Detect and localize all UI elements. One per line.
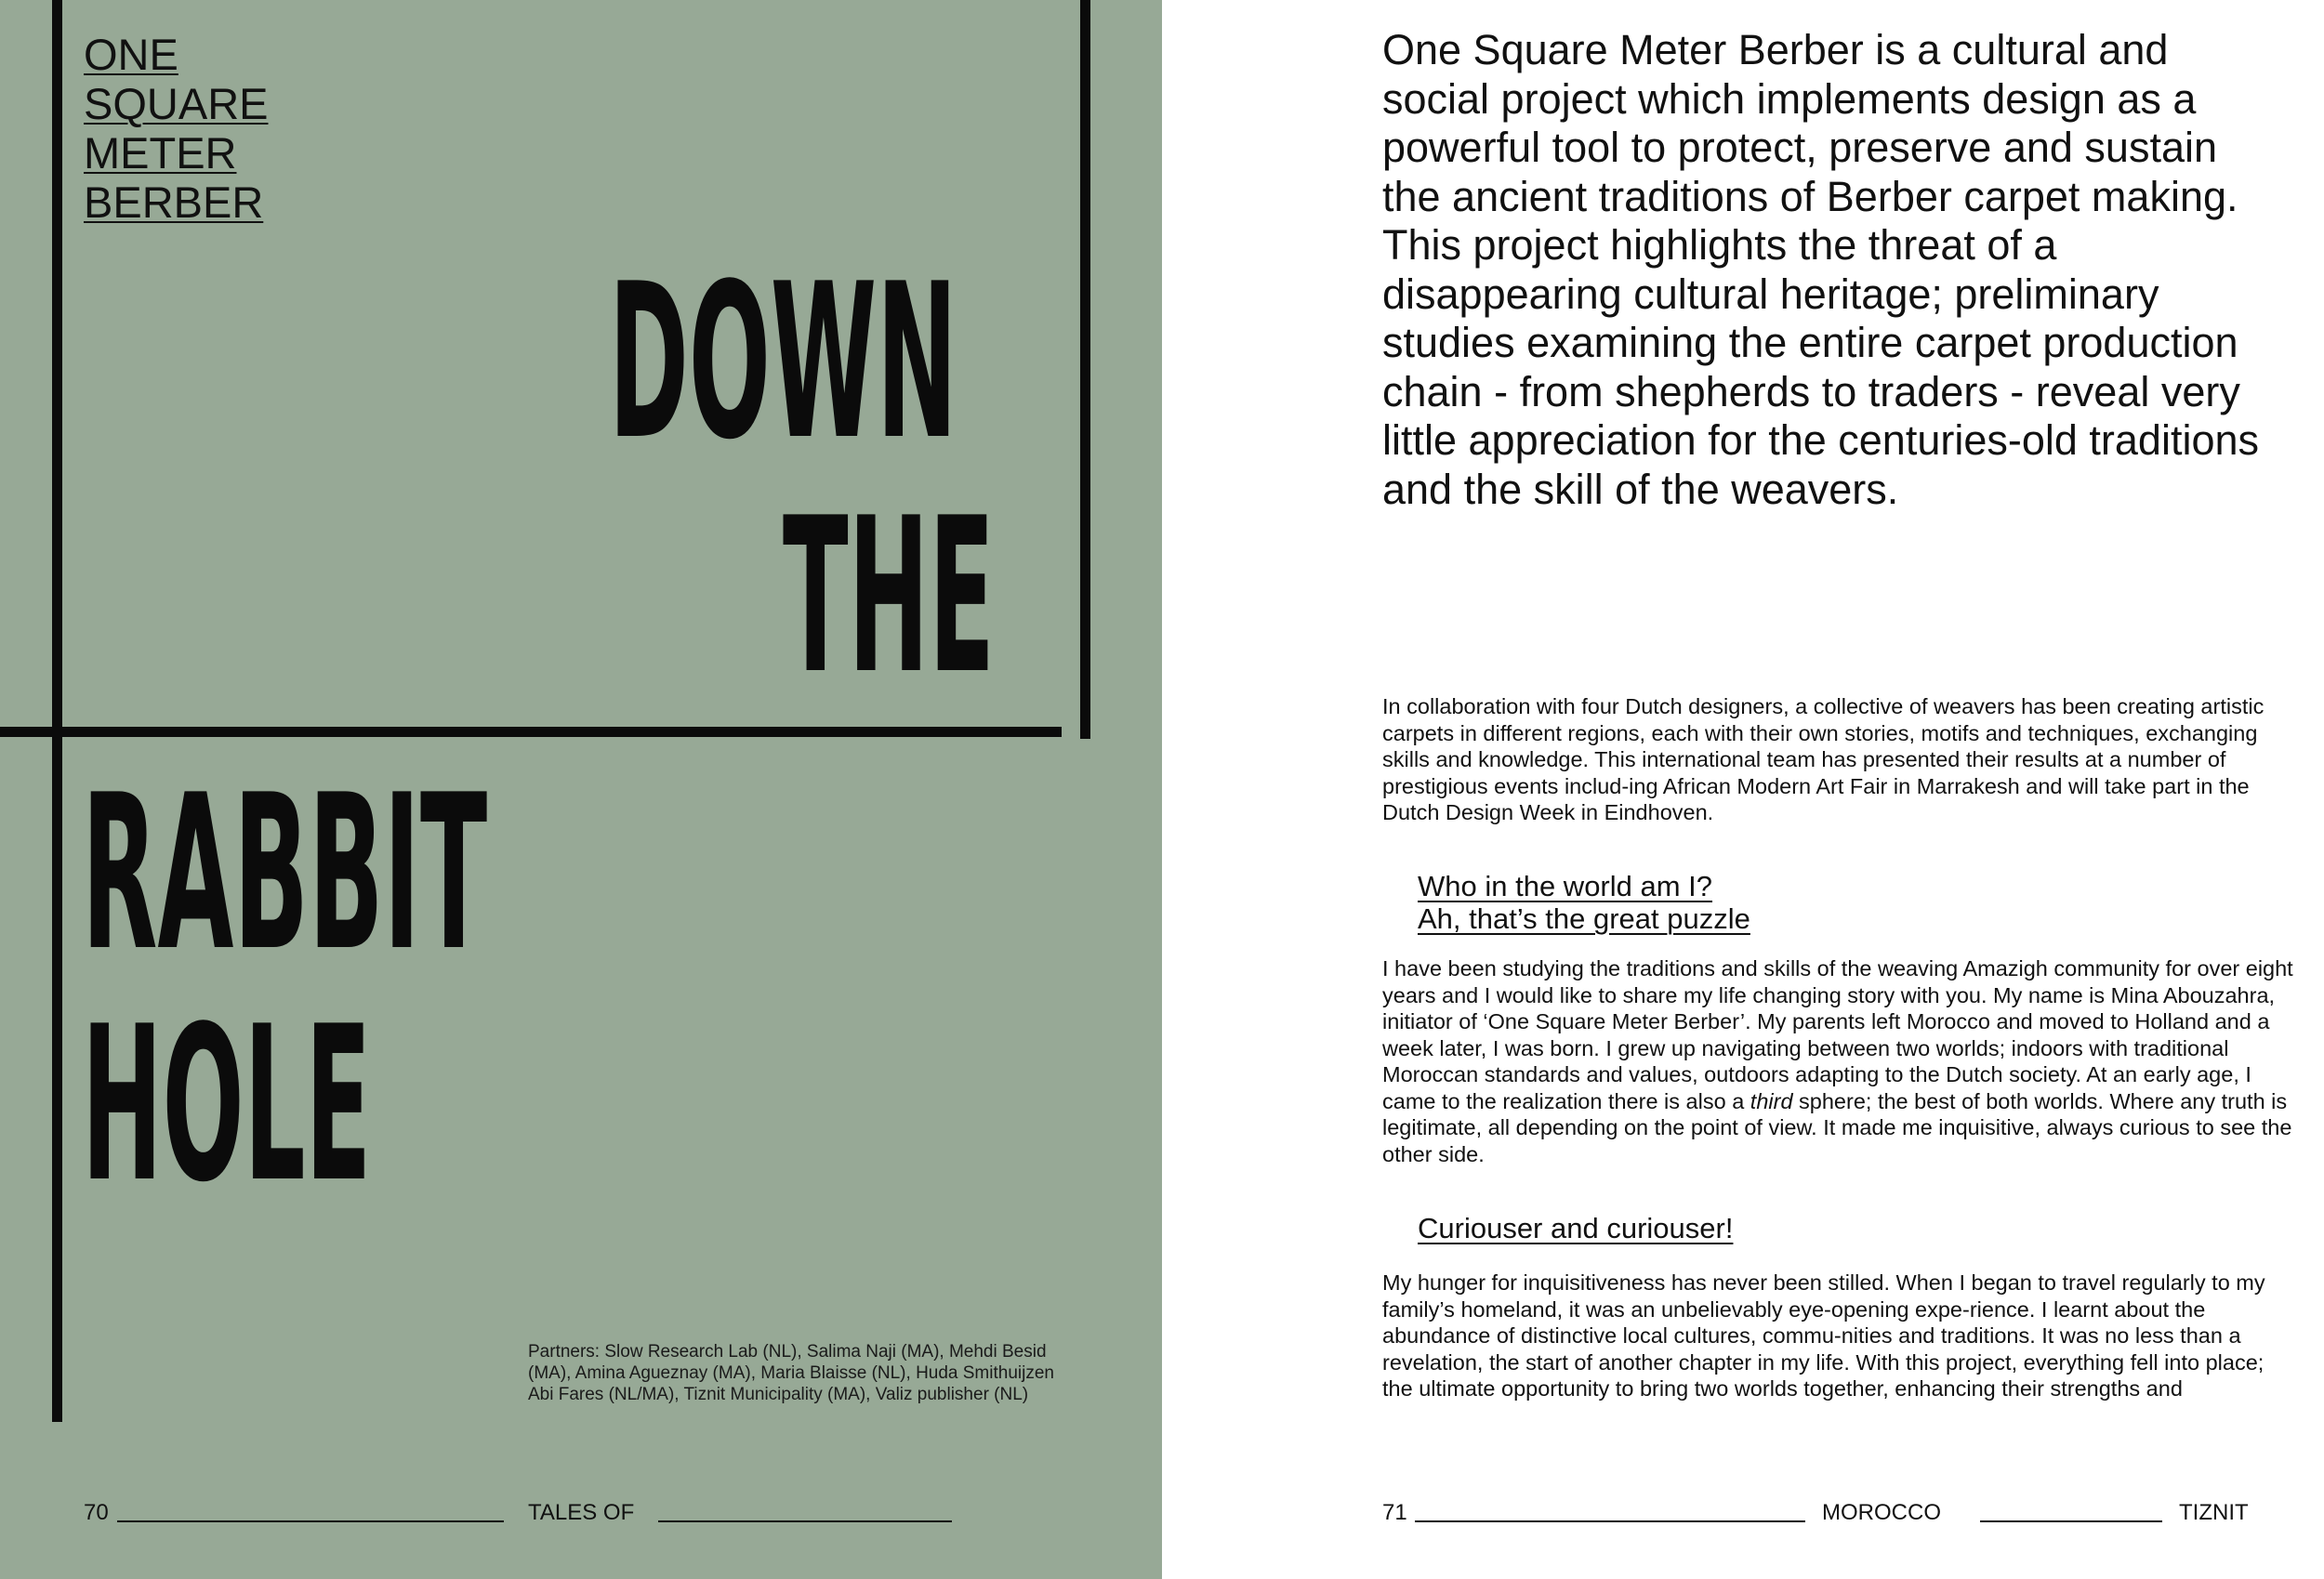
- paragraph-2-italic: third: [1750, 1088, 1793, 1113]
- title-word-down: DOWN: [609, 239, 957, 487]
- title-word-rabbit: RABBIT: [82, 750, 488, 998]
- intro-paragraph: One Square Meter Berber is a cultural and social project which implements design as a powerful tool to protect, preserve and sustain the ancient traditions of Berber carpet making. This project highlights the threat of a disappearing cultural heritage; preliminary studies examining the entire carpet production chain - from shepherds to traders - reveal very little appreciation for the centuries-old traditions and the skill of the weavers.: [1382, 26, 2260, 513]
- subheading-line: Ah, that’s the great puzzle: [1418, 902, 1750, 935]
- footer-rule: [1415, 1520, 1805, 1522]
- project-name-line: BERBER: [84, 178, 264, 227]
- title-word-hole: HOLE: [82, 981, 372, 1230]
- running-head-left: TALES OF: [528, 1500, 635, 1525]
- footer-rule: [1980, 1520, 2162, 1522]
- vertical-rule-left: [52, 0, 62, 1422]
- running-head-city: TIZNIT: [2179, 1500, 2249, 1525]
- project-name: [84, 30, 363, 227]
- footer-rule: [658, 1520, 952, 1522]
- horizontal-rule: [0, 727, 1062, 737]
- project-name-line: SQUARE: [84, 79, 269, 128]
- project-name-line: ONE: [84, 30, 178, 79]
- partners-credit: Partners: Slow Research Lab (NL), Salima Naji (MA), Mehdi Besid (MA), Amina Agueznay (MA), Maria Blaisse (NL), Huda Smithuijzen Abi Fares (NL/MA), Tiznit Municipality (MA), Valiz publisher (NL): [528, 1342, 1054, 1404]
- subheading-1: [1418, 870, 1750, 935]
- title-word-the: THE: [783, 473, 995, 721]
- body-paragraph-3: My hunger for inquisitiveness has never been stilled. When I began to travel regularly to my family’s homeland, it was an unbelievably eye-opening expe-rience. I learnt about the abundance of distinctive local cultures, commu-nities and traditions. It was no less than a revelation, the start of another chapter in my life. With this project, everything fell into place; the ultimate opportunity to bring two worlds together, enhancing their strengths and: [1382, 1270, 2265, 1401]
- footer-rule: [117, 1520, 504, 1522]
- paragraph-2-text: I have been studying the traditions and skills of the weaving Amazigh community for over eight years and I would like to share my life changing story with you. My name is Mina Abouzahra, initiator of ‘One Square Meter Berber’. My parents left Morocco and moved to Holland and a week later, I was born. I grew up navigating between two worlds; indoors with traditional Moroccan standards and values, outdoors adapting to the Dutch society. At an early age, I came to the realization there is also a: [1382, 956, 2293, 1113]
- paragraph-2-text-end: sphere; the best of both worlds. Where any truth is legitimate, all depending on the point of view. It made me inquisitive, always curious to see the other side.: [1382, 1088, 2292, 1166]
- running-head-country: MOROCCO: [1822, 1500, 1941, 1525]
- vertical-rule-right: [1080, 0, 1090, 739]
- subheading-line: Who in the world am I?: [1418, 870, 1713, 902]
- page-number-right: 71: [1382, 1500, 1407, 1525]
- subheading-2: Curiouser and curiouser!: [1418, 1212, 1734, 1244]
- project-name-line: METER: [84, 128, 237, 178]
- body-paragraph-2: [1382, 955, 2298, 1167]
- body-paragraph-1: In collaboration with four Dutch designers, a collective of weavers has been creating artistic carpets in different regions, each with their own stories, motifs and techniques, exchanging skills and knowledge. This international team has presented their results at a number of prestigious events includ-ing African Modern Art Fair in Marrakesh and will take part in the Dutch Design Week in Eindhoven.: [1382, 694, 2265, 824]
- right-page: [1162, 0, 2324, 1579]
- page-number-left: 70: [84, 1500, 109, 1525]
